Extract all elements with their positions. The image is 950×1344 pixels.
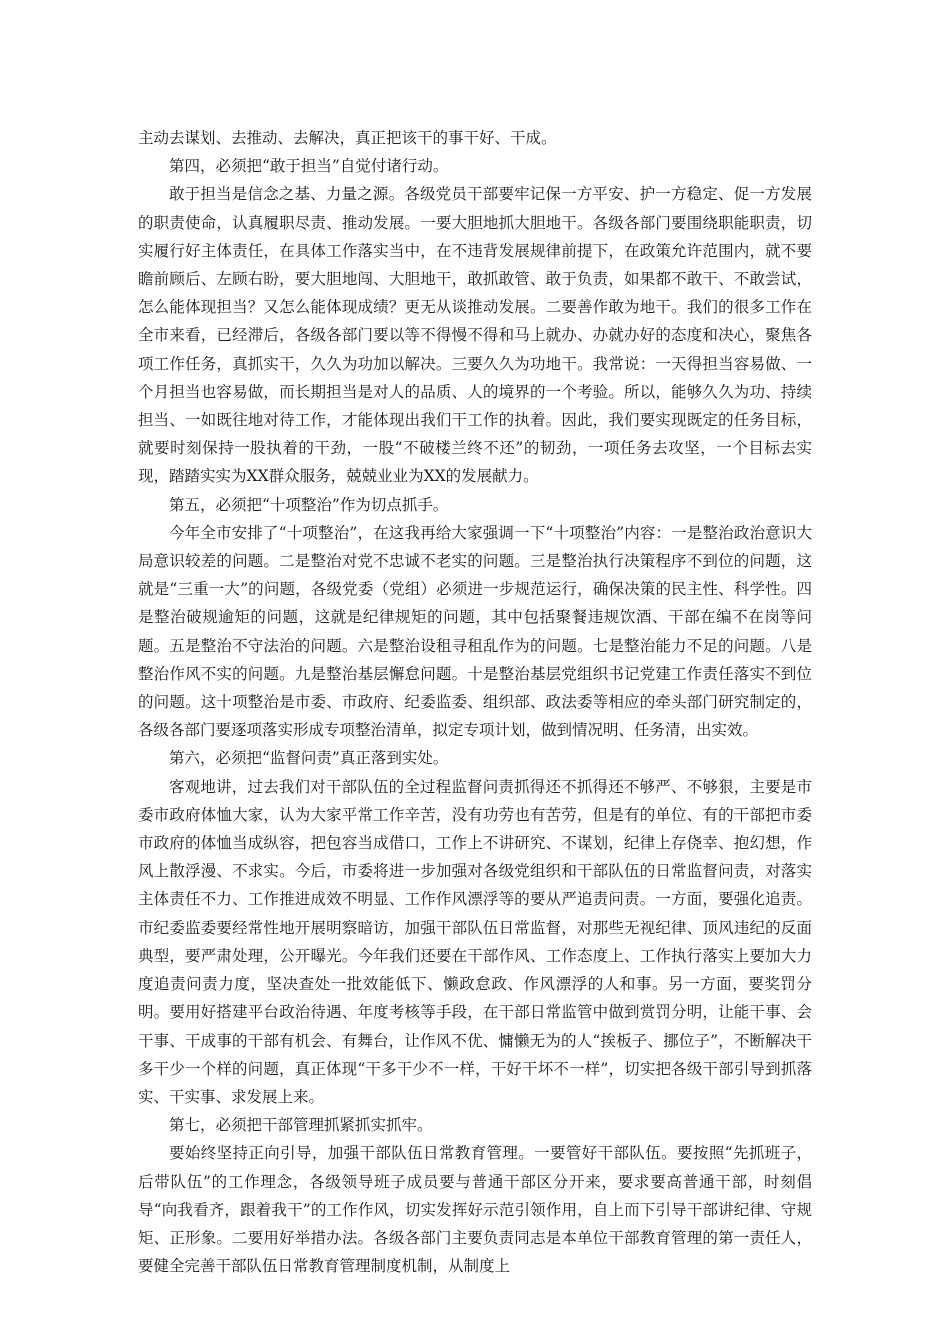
- section-heading-7: 第七，必须把干部管理抓紧抓实抓牢。: [169, 1116, 433, 1135]
- paragraph-continuation: 主动去谋划、去推动、去解决，真正把该干的事干好、干成。: [138, 129, 557, 147]
- document-page: [138, 124, 812, 1280]
- paragraph-section-7: 要始终坚持正向引导，加强干部队伍日常教育管理。一要管好干部队伍。要按照“先抓班子，后带队伍”的工作理念，各级领导班子成员要与普通干部区分开来，要求要高普通干部，时刻倡导“向我看齐，跟着我干”的工作作风，切实发挥好示范引领作用，自上而下引导干部讲纪律、守规矩、正形象。二要用好举措办法。各级各部门主要负责同志是本单位干部教育管理的第一责任人，要健全完善干部队伍日常教育管理制度机制，从制度上: [138, 1144, 812, 1276]
- paragraph-section-5: 今年全市安排了“十项整治”，在这我再给大家强调一下“十项整治”内容：一是整治政治意识大局意识较差的问题。二是整治对党不忠诚不老实的问题。三是整治执行决策程序不到位的问题，这就是“三重一大”的问题，各级党委（党组）必须进一步规范运行，确保决策的民主性、科学性。四是整治破规逾矩的问题，这就是纪律规矩的问题，其中包括聚餐违规饮酒、干部在编不在岗等问题。五是整治不守法治的问题。六是整治设租寻租乱作为的问题。七是整治能力不足的问题。八是整治作风不实的问题。九是整治基层懈怠问题。十是整治基层党组织书记党建工作责任落实不到位的问题。这十项整治是市委、市政府、纪委监委、组织部、政法委等相应的牵头部门研究制定的，各级各部门要逐项落实形成专项整治清单，拟定专项计划，做到情况明、任务清，出实效。: [138, 523, 812, 740]
- paragraph-section-4: 敢于担当是信念之基、力量之源。各级党员干部要牢记保一方平安、护一方稳定、促一方发展的职责使命，认真履职尽责、推动发展。一要大胆地抓大胆地干。各级各部门要围绕职能职责，切实履行好主体责任，在具体工作落实当中，在不违背发展规律前提下，在政策允许范围内，就不要瞻前顾后、左顾右盼，要大胆地闯、大胆地干，敢抓敢管、敢于负责，如果都不敢干、不敢尝试，怎么能体现担当？又怎么能体现成绩？更无从谈推动发展。二要善作敢为地干。我们的很多工作在全市来看，已经滞后，各级各部门要以等不得慢不得和马上就办、办就办好的态度和决心，聚焦各项工作任务，真抓实干，久久为功加以解决。三要久久为功地干。我常说：一天得担当容易做、一个月担当也容易做，而长期担当是对人的品质、人的境界的一个考验。所以，能够久久为功、持续担当、一如既往地对待工作，才能体现出我们干工作的执着。因此，我们要实现既定的任务目标，就要时刻保持一股执着的干劲，一股“不破楼兰终不还”的韧劲，一项任务去攻坚，一个目标去实现，踏踏实实为XX群众服务，兢兢业业为XX的发展献力。: [138, 185, 812, 486]
- section-heading-6: 第六，必须把“监督问责”真正落到实处。: [169, 749, 449, 768]
- paragraph-section-6: 客观地讲，过去我们对干部队伍的全过程监督问责抓得还不抓得还不够严、不够狠，主要是市委市政府体恤大家，认为大家平常工作辛苦，没有功劳也有苦劳，但是有的单位、有的干部把市委市政府的体恤当成纵容，把包容当成借口，工作上不讲研究、不谋划，纪律上存侥幸、抱幻想，作风上散浮漫、不求实。今后，市委将进一步加强对各级党组织和干部队伍的日常监督问责，对落实主体责任不力、工作推进成效不明显、工作作风漂浮等的要从严追责问责。一方面，要强化追责。市纪委监委要经常性地开展明察暗访，加强干部队伍日常监督，对那些无视纪律、顶风违纪的反面典型，要严肃处理，公开曝光。今年我们还要在干部作风、工作态度上、工作执行落实上要加大力度追责问责力度，坚决查处一批效能低下、懒政怠政、作风漂浮的人和事。另一方面，要奖罚分明。要用好搭建平台政治待遇、年度考核等手段，在干部日常监管中做到赏罚分明，让能干事、会干事、干成事的干部有机会、有舞台，让作风不优、慵懒无为的人“挨板子、挪位子”，不断解决干多干少一个样的问题，真正体现“干多干少不一样，干好干坏不一样”，切实把各级干部引导到抓落实、干实事、求发展上来。: [138, 777, 812, 1106]
- section-heading-5: 第五，必须把“十项整治”作为切点抓手。: [169, 495, 449, 514]
- section-heading-4: 第四，必须把“敢于担当”自觉付诸行动。: [169, 157, 449, 176]
